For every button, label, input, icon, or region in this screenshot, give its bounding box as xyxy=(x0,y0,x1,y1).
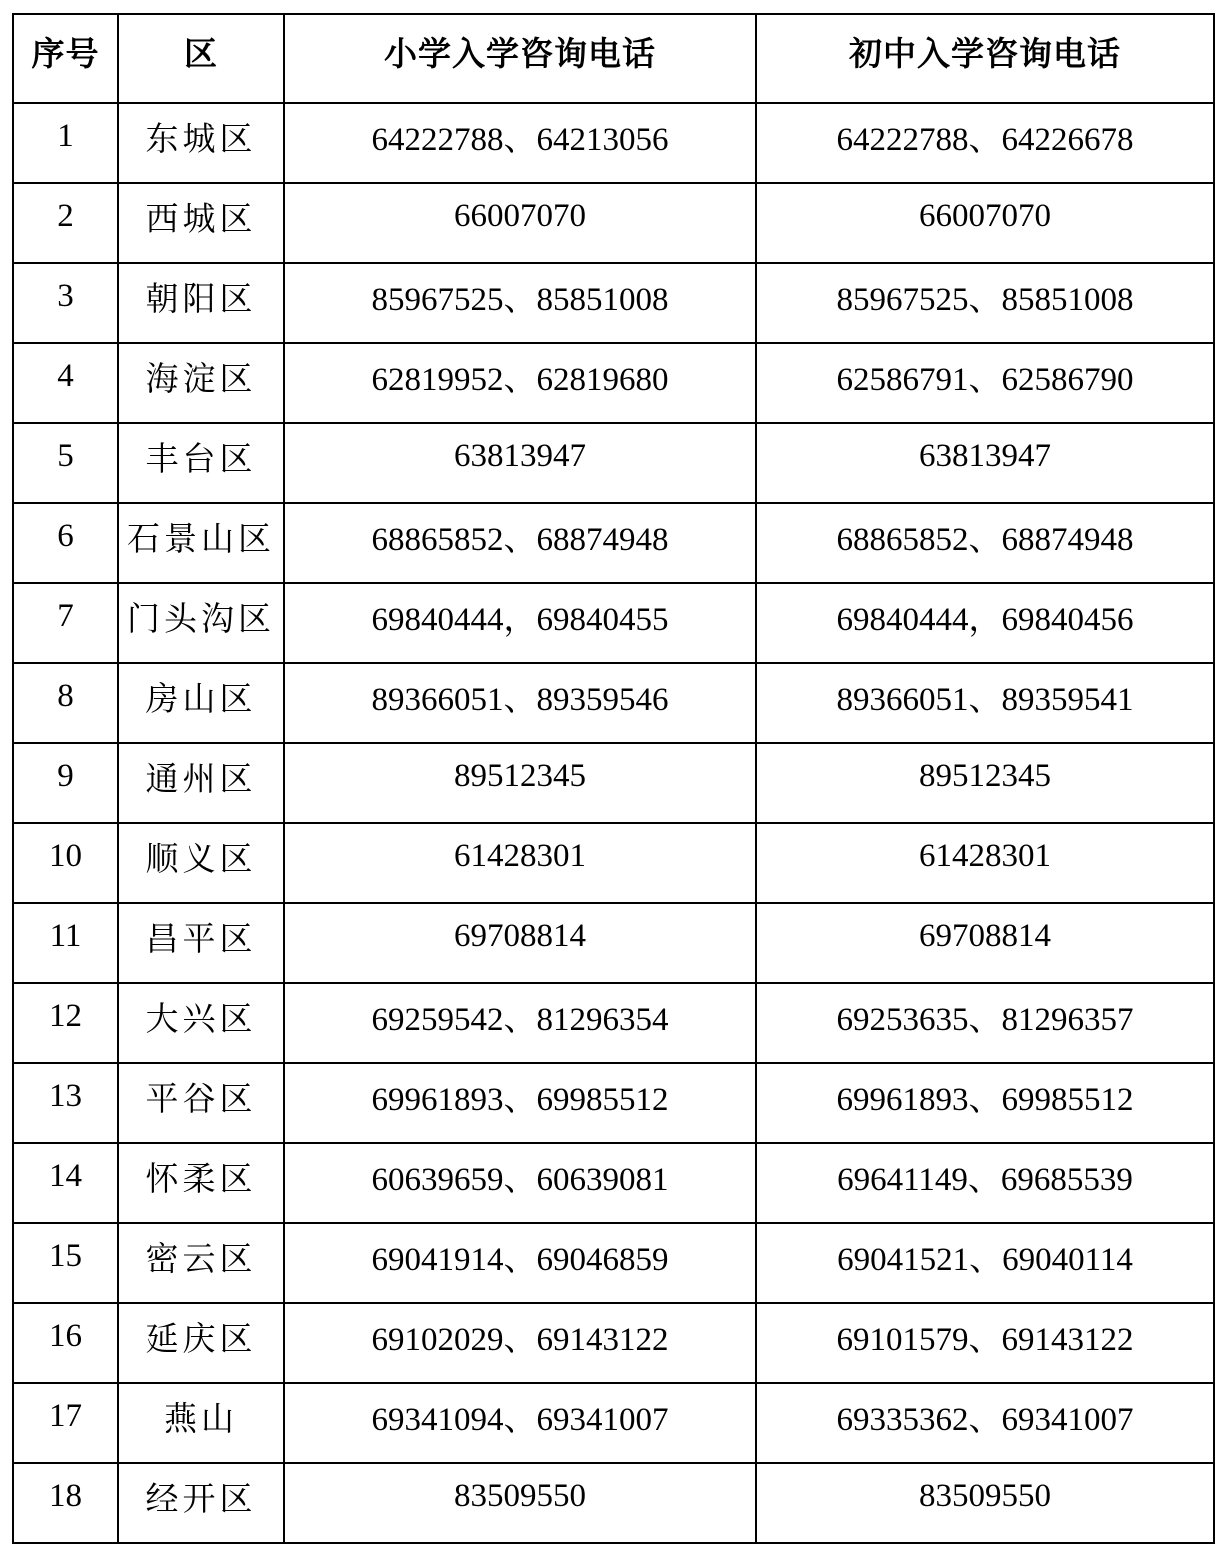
table-row xyxy=(13,263,1214,343)
middle-school-phone: 61428301 xyxy=(756,823,1214,903)
district-name: 房山区 xyxy=(118,663,284,743)
district-name: 平谷区 xyxy=(118,1063,284,1143)
middle-school-phone: 69961893、69985512 xyxy=(756,1063,1214,1143)
middle-school-phone: 66007070 xyxy=(756,183,1214,263)
middle-school-phone: 85967525、85851008 xyxy=(756,263,1214,343)
table-row xyxy=(13,1463,1214,1543)
table-row xyxy=(13,183,1214,263)
header-serial-number: 序号 xyxy=(13,14,118,103)
table-row xyxy=(13,903,1214,983)
district-name: 门头沟区 xyxy=(118,583,284,663)
row-number: 10 xyxy=(13,823,118,903)
primary-school-phone: 69259542、81296354 xyxy=(284,983,756,1063)
district-name: 东城区 xyxy=(118,103,284,183)
table-row xyxy=(13,423,1214,503)
header-row xyxy=(13,14,1214,103)
middle-school-phone: 64222788、64226678 xyxy=(756,103,1214,183)
row-number: 18 xyxy=(13,1463,118,1543)
primary-school-phone: 68865852、68874948 xyxy=(284,503,756,583)
primary-school-phone: 69341094、69341007 xyxy=(284,1383,756,1463)
middle-school-phone: 69708814 xyxy=(756,903,1214,983)
district-name: 燕山 xyxy=(118,1383,284,1463)
primary-school-phone: 69840444，69840455 xyxy=(284,583,756,663)
primary-school-phone: 60639659、60639081 xyxy=(284,1143,756,1223)
table-header xyxy=(13,14,1214,103)
district-name: 海淀区 xyxy=(118,343,284,423)
primary-school-phone: 89366051、89359546 xyxy=(284,663,756,743)
district-name: 经开区 xyxy=(118,1463,284,1543)
table-body xyxy=(13,103,1214,1543)
row-number: 14 xyxy=(13,1143,118,1223)
district-name: 西城区 xyxy=(118,183,284,263)
primary-school-phone: 89512345 xyxy=(284,743,756,823)
table-row xyxy=(13,503,1214,583)
primary-school-phone: 62819952、62819680 xyxy=(284,343,756,423)
primary-school-phone: 85967525、85851008 xyxy=(284,263,756,343)
row-number: 2 xyxy=(13,183,118,263)
table-row xyxy=(13,1063,1214,1143)
row-number: 7 xyxy=(13,583,118,663)
primary-school-phone: 69961893、69985512 xyxy=(284,1063,756,1143)
row-number: 6 xyxy=(13,503,118,583)
enrollment-phone-table xyxy=(12,13,1215,1544)
header-middle-school-phone: 初中入学咨询电话 xyxy=(756,14,1214,103)
district-name: 丰台区 xyxy=(118,423,284,503)
district-name: 顺义区 xyxy=(118,823,284,903)
middle-school-phone: 63813947 xyxy=(756,423,1214,503)
primary-school-phone: 69708814 xyxy=(284,903,756,983)
row-number: 17 xyxy=(13,1383,118,1463)
table-row xyxy=(13,343,1214,423)
row-number: 11 xyxy=(13,903,118,983)
row-number: 16 xyxy=(13,1303,118,1383)
district-name: 朝阳区 xyxy=(118,263,284,343)
primary-school-phone: 69102029、69143122 xyxy=(284,1303,756,1383)
row-number: 12 xyxy=(13,983,118,1063)
row-number: 8 xyxy=(13,663,118,743)
primary-school-phone: 64222788、64213056 xyxy=(284,103,756,183)
middle-school-phone: 69335362、69341007 xyxy=(756,1383,1214,1463)
middle-school-phone: 68865852、68874948 xyxy=(756,503,1214,583)
row-number: 13 xyxy=(13,1063,118,1143)
district-name: 石景山区 xyxy=(118,503,284,583)
table-row xyxy=(13,1303,1214,1383)
district-name: 密云区 xyxy=(118,1223,284,1303)
middle-school-phone: 83509550 xyxy=(756,1463,1214,1543)
district-name: 怀柔区 xyxy=(118,1143,284,1223)
row-number: 4 xyxy=(13,343,118,423)
district-name: 昌平区 xyxy=(118,903,284,983)
table-row xyxy=(13,663,1214,743)
middle-school-phone: 89366051、89359541 xyxy=(756,663,1214,743)
header-district: 区 xyxy=(118,14,284,103)
table-row xyxy=(13,1223,1214,1303)
table-row xyxy=(13,823,1214,903)
table-row xyxy=(13,1383,1214,1463)
middle-school-phone: 69253635、81296357 xyxy=(756,983,1214,1063)
row-number: 15 xyxy=(13,1223,118,1303)
middle-school-phone: 69840444，69840456 xyxy=(756,583,1214,663)
district-name: 通州区 xyxy=(118,743,284,823)
district-name: 延庆区 xyxy=(118,1303,284,1383)
middle-school-phone: 69041521、69040114 xyxy=(756,1223,1214,1303)
middle-school-phone: 62586791、62586790 xyxy=(756,343,1214,423)
primary-school-phone: 83509550 xyxy=(284,1463,756,1543)
district-name: 大兴区 xyxy=(118,983,284,1063)
primary-school-phone: 66007070 xyxy=(284,183,756,263)
primary-school-phone: 69041914、69046859 xyxy=(284,1223,756,1303)
table-row xyxy=(13,743,1214,823)
middle-school-phone: 69101579、69143122 xyxy=(756,1303,1214,1383)
row-number: 3 xyxy=(13,263,118,343)
row-number: 9 xyxy=(13,743,118,823)
header-primary-school-phone: 小学入学咨询电话 xyxy=(284,14,756,103)
primary-school-phone: 63813947 xyxy=(284,423,756,503)
table-row xyxy=(13,103,1214,183)
table-row xyxy=(13,1143,1214,1223)
primary-school-phone: 61428301 xyxy=(284,823,756,903)
middle-school-phone: 89512345 xyxy=(756,743,1214,823)
row-number: 1 xyxy=(13,103,118,183)
table-row xyxy=(13,983,1214,1063)
row-number: 5 xyxy=(13,423,118,503)
table-row xyxy=(13,583,1214,663)
middle-school-phone: 69641149、69685539 xyxy=(756,1143,1214,1223)
